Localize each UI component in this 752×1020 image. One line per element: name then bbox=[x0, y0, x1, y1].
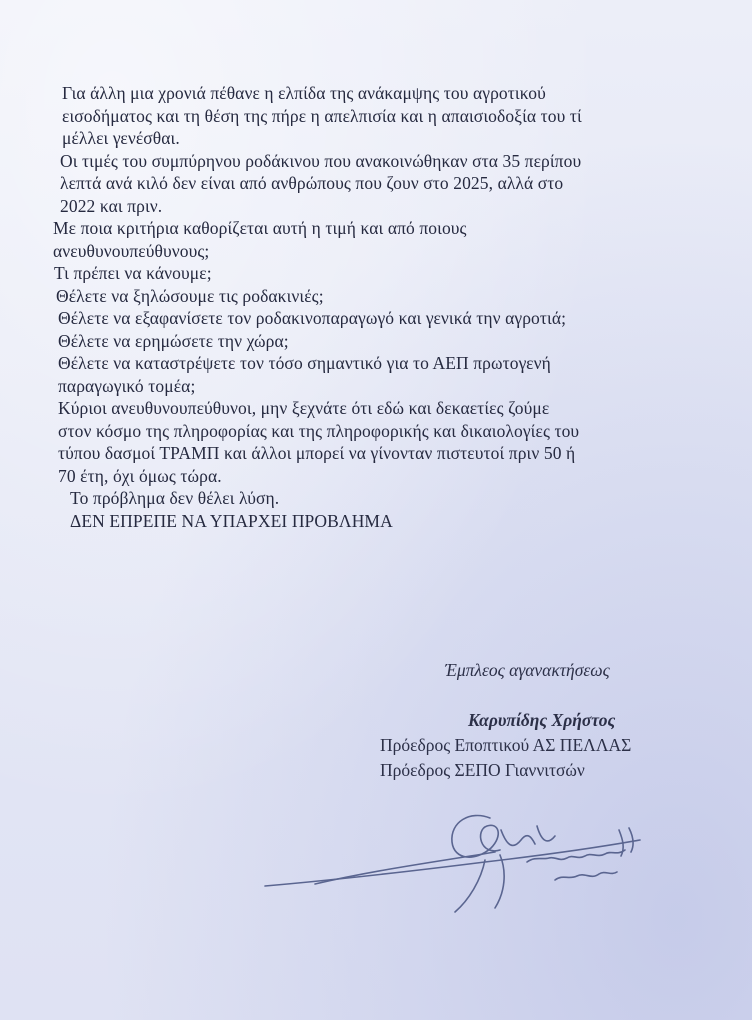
handwritten-signature bbox=[255, 800, 675, 930]
paragraph-10: Το πρόβλημα δεν θέλει λύση. bbox=[70, 488, 280, 508]
paragraph-3: Με ποια κριτήρια καθορίζεται αυτή η τιμή και από ποιους ανευθυνουπεύθυνους; bbox=[53, 218, 467, 261]
signer-name: Καρυπίδης Χρήστος bbox=[468, 710, 616, 730]
signer-title-1: Πρόεδρος Εποπτικού ΑΣ ΠΕΛΛΑΣ bbox=[380, 735, 632, 755]
paragraph-2: Οι τιμές του συμπύρηνου ροδάκινου που ανακοινώθηκαν στα 35 περίπου λεπτά ανά κιλό δεν είναι από ανθρώπους που ζουν στο 2025, αλλά στο 2022 και πριν. bbox=[60, 150, 582, 216]
paragraph-1: Για άλλη μια χρονιά πέθανε η ελπίδα της ανάκαμψης του αγροτικού εισοδήματος και τη θέση της πήρε η απελπισία και η απαισιοδοξία του τί μέλλει γενέσθαι. bbox=[62, 83, 582, 148]
paragraph-7: Θέλετε να ερημώσετε την χώρα; bbox=[58, 330, 289, 351]
paragraph-11: ΔΕΝ ΕΠΡΕΠΕ ΝΑ ΥΠΑΡΧΕΙ ΠΡΟΒΛΗΜΑ bbox=[70, 510, 393, 531]
signer-title-2: Πρόεδρος ΣΕΠΟ Γιαννιτσών bbox=[380, 760, 585, 780]
closing-phrase: Έμπλεος αγανακτήσεως bbox=[445, 660, 610, 680]
paragraph-4: Τι πρέπει να κάνουμε; bbox=[54, 263, 212, 283]
paragraph-9: Κύριοι ανευθυνουπεύθυνοι, μην ξεχνάτε ότι εδώ και δεκαετίες ζούμε στον κόσμο της πληροφορίας και της πληροφορικής και δικαιολογίες του τύπου δασμοί ΤΡΑΜΠ και άλλοι μπορεί να γίνονταν πιστευτοί πριν 50 ή 70 έτη, όχι όμως τώρα. bbox=[58, 398, 580, 486]
signature-block bbox=[380, 708, 631, 783]
letter-body bbox=[50, 82, 730, 532]
paragraph-6: Θέλετε να εξαφανίσετε τον ροδακινοπαραγωγό και γενικά την αγροτιά; bbox=[58, 308, 567, 328]
paragraph-5: Θέλετε να ξηλώσουμε τις ροδακινιές; bbox=[56, 285, 324, 306]
paragraph-8: Θέλετε να καταστρέψετε τον τόσο σημαντικό για το ΑΕΠ πρωτογενή παραγωγικό τομέα; bbox=[58, 353, 551, 396]
